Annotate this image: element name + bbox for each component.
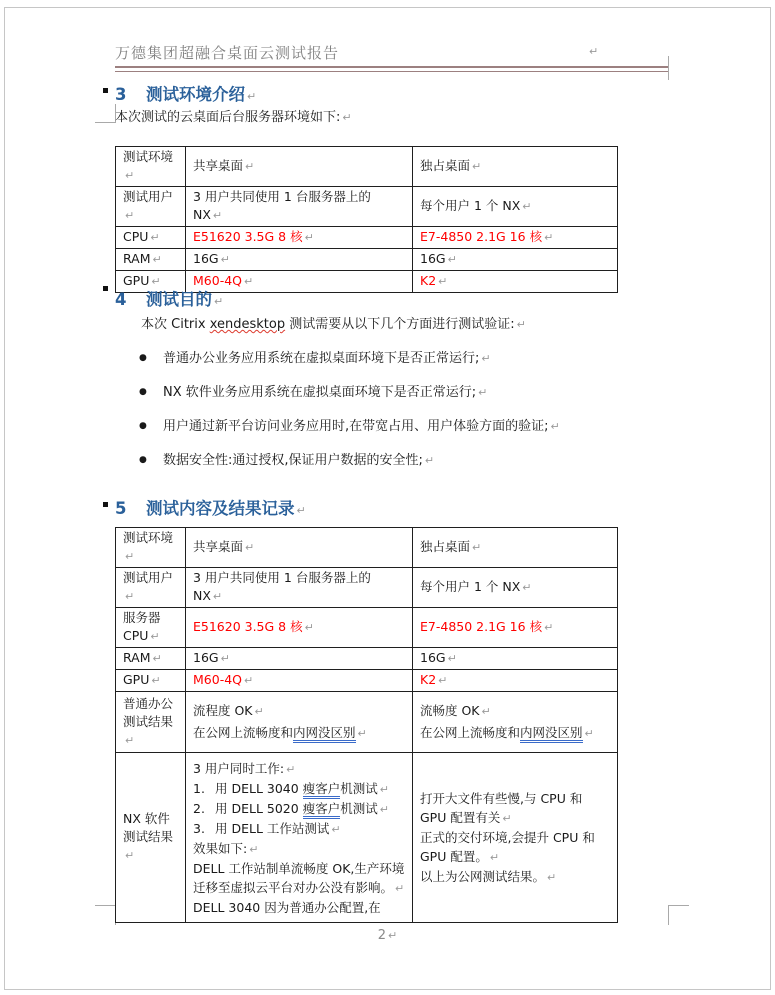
item-number: 1. (193, 780, 205, 796)
cell-dedicated-cpu (413, 227, 618, 249)
list-item (139, 349, 664, 368)
cell-paragraph (420, 789, 610, 828)
cell-text-red: K2 (420, 672, 437, 687)
table-row (116, 608, 618, 648)
text-boundary-mark-top-right (668, 56, 670, 80)
text-boundary-mark-bottom-right (668, 905, 689, 925)
cell-line (123, 609, 178, 627)
paragraph-mark-icon: ↵ (516, 318, 526, 331)
cell-text: 3 用户同时工作: (193, 760, 285, 776)
heading-number: 5 (115, 499, 127, 518)
cell-test-users-label (116, 568, 186, 608)
cell-text: 测试用户 (123, 189, 174, 204)
paragraph-mark-icon: ↵ (424, 454, 435, 467)
grammar-flagged-text: 内网没区别 (520, 725, 583, 743)
cell-text-red: E7-4850 2.1G 16 核 (420, 619, 543, 634)
cell-text: 测试环境 (123, 530, 174, 545)
cell-dedicated-users (413, 187, 618, 227)
cell-shared-desktop-header (186, 147, 413, 187)
cell-shared-desktop-header (186, 528, 413, 568)
paragraph-mark-icon: ↵ (522, 581, 532, 594)
cell-test-users-label (116, 187, 186, 227)
cell-env-header-label (116, 147, 186, 187)
table-row (116, 528, 618, 568)
paragraph-mark-icon: ↵ (244, 275, 254, 288)
cell-line (193, 759, 405, 779)
cell-text: 以上为公网测试结果。 (420, 868, 546, 884)
cell-text: 每个用户 1 个 NX (420, 579, 521, 594)
item-text (215, 819, 341, 839)
heading-number: 4 (115, 290, 127, 309)
cell-dedicated-gpu (413, 670, 618, 692)
cell-text-red: E7-4850 2.1G 16 核 (420, 229, 543, 244)
page-footer (0, 928, 775, 943)
paragraph-mark-icon: ↵ (438, 674, 448, 687)
paragraph-mark-icon: ↵ (357, 727, 367, 740)
section-4-bullet-list (139, 349, 664, 485)
cell-paragraph (193, 859, 405, 898)
cell-text: 16G (193, 251, 219, 266)
paragraph-mark-icon: ↵ (481, 352, 491, 365)
cell-shared-ram (186, 249, 413, 271)
cell-text: DELL 工作站制单流畅度 OK,生产环境迁移至虚拟云平台对办公没有影响。 (193, 860, 405, 895)
paragraph-mark-icon: ↵ (212, 590, 223, 603)
cell-office-result-shared (186, 692, 413, 753)
cell-dedicated-desktop-header (413, 528, 618, 568)
list-item (139, 417, 664, 436)
paragraph-mark-icon: ↵ (388, 929, 398, 942)
bullet-text: 普通办公业务应用系统在虚拟桌面环境下是否正常运行; (163, 351, 480, 366)
cell-text: 用 DELL 工作站测试 (215, 820, 330, 836)
paragraph-mark-icon: ↵ (544, 621, 554, 634)
paragraph-mark-icon: ↵ (550, 420, 560, 433)
paragraph-mark-icon: ↵ (547, 870, 557, 884)
cell-text: RAM (123, 251, 151, 266)
cell-shared-users (186, 568, 413, 608)
cell-shared-ram (186, 648, 413, 670)
numbered-item (193, 779, 405, 799)
paragraph-mark-icon: ↵ (125, 590, 135, 603)
results-table (115, 527, 618, 923)
paragraph-mark-icon: ↵ (220, 652, 230, 665)
grammar-flagged-text: 内网没区别 (293, 725, 356, 743)
grammar-flagged-text: 瘦客户 (303, 781, 341, 799)
intro-text: 本次 Citrix (141, 317, 210, 332)
table-row (116, 187, 618, 227)
cell-text: 3 用户共同使用 1 台服务器上的 (193, 570, 371, 585)
paragraph-mark-icon: ↵ (125, 849, 135, 862)
paragraph-mark-icon: ↵ (438, 275, 448, 288)
paragraph-mark-icon: ↵ (589, 45, 599, 58)
cell-text-red: E51620 3.5G 8 核 (193, 229, 303, 244)
paragraph-mark-icon: ↵ (125, 209, 135, 222)
cell-text: 测试结果 (123, 829, 174, 844)
cell-line (123, 627, 178, 646)
item-number: 2. (193, 800, 205, 816)
table-row (116, 147, 618, 187)
text-boundary-mark-top-left (95, 104, 116, 123)
cell-office-result-dedicated (413, 692, 618, 753)
list-item (139, 451, 664, 470)
cell-ram-label (116, 648, 186, 670)
cell-text: 流畅度 OK (420, 703, 480, 718)
section-4-intro (141, 315, 526, 334)
heading-text: 测试内容及结果记录 (146, 499, 295, 518)
cell-dedicated-desktop-header (413, 147, 618, 187)
cell-cpu-label (116, 227, 186, 249)
paragraph-mark-icon: ↵ (220, 253, 230, 266)
numbered-item (193, 819, 405, 839)
cell-text: NX 软件 (123, 811, 170, 826)
item-text (215, 779, 389, 799)
cell-shared-users (186, 187, 413, 227)
heading-section-5 (115, 498, 306, 522)
paragraph-mark-icon: ↵ (522, 200, 532, 213)
list-item (139, 383, 664, 402)
cell-text: 测试用户 (123, 570, 174, 585)
cell-shared-cpu (186, 227, 413, 249)
cell-dedicated-cpu (413, 608, 618, 648)
cell-line (123, 695, 178, 713)
cell-text-red: K2 (420, 273, 437, 288)
cell-nx-result-label (116, 753, 186, 923)
paragraph-mark-icon: ↵ (286, 762, 296, 776)
cell-line (193, 839, 405, 859)
cell-text: 效果如下: (193, 840, 248, 856)
heading-text: 测试目的 (146, 290, 212, 309)
header-rule (115, 66, 668, 72)
cell-line (193, 587, 405, 606)
paragraph-mark-icon: ↵ (395, 881, 405, 895)
heading-section-4 (115, 289, 223, 313)
section-3-intro (115, 108, 352, 127)
cell-line (193, 700, 405, 722)
paragraph-mark-icon: ↵ (296, 504, 306, 517)
cell-gpu-label (116, 670, 186, 692)
table-row (116, 249, 618, 271)
cell-text: 普通办公 (123, 695, 174, 711)
cell-text: 在公网上流畅度和 (420, 725, 521, 740)
cell-text: 在公网上流畅度和 (193, 725, 294, 740)
bullet-text: 用户通过新平台访问业务应用时,在带宽占用、用户体验方面的验证; (163, 419, 549, 434)
bullet-icon: ● (139, 455, 147, 465)
cell-line (193, 188, 405, 206)
cell-text: DELL 3040 因为普通办公配置,在 (193, 899, 381, 915)
cell-text: 打开大文件有些慢,与 CPU 和 GPU 配置有关 (420, 790, 583, 825)
cell-line (193, 206, 405, 225)
cell-text: 测试环境 (123, 149, 174, 164)
paragraph-mark-icon: ↵ (472, 160, 482, 173)
cell-text: 用 DELL 5020 (215, 800, 303, 816)
bullet-text: NX 软件业务应用系统在虚拟桌面环境下是否正常运行; (163, 385, 477, 400)
paragraph-mark-icon: ↵ (478, 386, 488, 399)
paragraph-mark-icon: ↵ (342, 111, 352, 124)
table-row (116, 753, 618, 923)
cell-dedicated-users (413, 568, 618, 608)
table-row (116, 568, 618, 608)
intro-text: 测试需要从以下几个方面进行测试验证: (285, 317, 515, 332)
numbered-item (193, 799, 405, 819)
cell-text: 独占桌面 (420, 539, 471, 554)
paragraph-mark-icon: ↵ (331, 822, 341, 836)
paragraph-mark-icon: ↵ (150, 630, 160, 643)
cell-shared-cpu (186, 608, 413, 648)
cell-line (193, 569, 405, 587)
paragraph-mark-icon: ↵ (472, 541, 482, 554)
paragraph-mark-icon: ↵ (584, 727, 594, 740)
paragraph-mark-icon: ↵ (502, 811, 512, 825)
cell-paragraph (420, 828, 610, 867)
cell-shared-gpu (186, 670, 413, 692)
paragraph-mark-icon: ↵ (150, 231, 160, 244)
heading-text: 测试环境介绍 (146, 85, 245, 104)
cell-text: NX (193, 588, 211, 603)
cell-nx-result-shared (186, 753, 413, 923)
paragraph-mark-icon: ↵ (447, 652, 457, 665)
paragraph-mark-icon: ↵ (304, 231, 314, 244)
cell-env-header-label (116, 528, 186, 568)
paragraph-mark-icon: ↵ (245, 541, 255, 554)
table-row (116, 670, 618, 692)
cell-dedicated-gpu (413, 271, 618, 293)
grammar-flagged-text: 瘦客户 (303, 801, 341, 819)
cell-text: 16G (420, 650, 446, 665)
header-title: 万德集团超融合桌面云测试报告 (115, 44, 340, 62)
cell-nx-result-dedicated (413, 753, 618, 923)
cell-text: 3 用户共同使用 1 台服务器上的 (193, 189, 371, 204)
paragraph-mark-icon: ↵ (254, 705, 264, 718)
bullet-text: 数据安全性:通过授权,保证用户数据的安全性; (163, 453, 423, 468)
table-row (116, 648, 618, 670)
cell-text: 共享桌面 (193, 158, 244, 173)
cell-text: 每个用户 1 个 NX (420, 198, 521, 213)
cell-text: 服务器 (123, 610, 161, 625)
paragraph-mark-icon: ↵ (379, 802, 389, 816)
paragraph-mark-icon: ↵ (447, 253, 457, 266)
cell-paragraph (193, 898, 405, 917)
heading-anchor-square-icon (103, 286, 108, 291)
cell-text: 正式的交付环境,会提升 CPU 和 GPU 配置。 (420, 829, 595, 864)
cell-text-red: M60-4Q (193, 273, 242, 288)
heading-anchor-square-icon (103, 502, 108, 507)
paragraph-mark-icon: ↵ (152, 253, 162, 266)
paragraph-mark-icon: ↵ (245, 160, 255, 173)
paragraph-mark-icon: ↵ (125, 733, 135, 747)
cell-dedicated-ram (413, 249, 618, 271)
item-text (215, 799, 389, 819)
paragraph-mark-icon: ↵ (481, 705, 491, 718)
cell-line (193, 722, 405, 744)
item-number: 3. (193, 820, 205, 836)
heading-anchor-square-icon (103, 88, 108, 93)
cell-text: CPU (123, 628, 149, 643)
paragraph-mark-icon: ↵ (125, 169, 135, 182)
paragraph-mark-icon: ↵ (212, 209, 223, 222)
paragraph-mark-icon: ↵ (489, 850, 500, 864)
cell-text: 16G (193, 650, 219, 665)
cell-line (123, 828, 178, 865)
cell-text: 共享桌面 (193, 539, 244, 554)
cell-text: 16G (420, 251, 446, 266)
paragraph-mark-icon: ↵ (152, 652, 162, 665)
cell-text: GPU (123, 273, 150, 288)
bullet-icon: ● (139, 353, 147, 363)
cell-text: 机测试 (340, 800, 378, 816)
paragraph-mark-icon: ↵ (544, 231, 554, 244)
cell-text: 测试结果 (123, 713, 174, 729)
intro-text: 本次测试的云桌面后台服务器环境如下: (115, 110, 341, 125)
spellcheck-flagged-word: xendesktop (209, 317, 286, 332)
paragraph-mark-icon: ↵ (151, 674, 161, 687)
cell-dedicated-ram (413, 648, 618, 670)
table-row (116, 227, 618, 249)
environment-table (115, 146, 618, 293)
cell-text: CPU (123, 229, 149, 244)
heading-number: 3 (115, 85, 127, 104)
cell-text: RAM (123, 650, 151, 665)
bullet-icon: ● (139, 387, 147, 397)
cell-text: GPU (123, 672, 150, 687)
cell-text-red: E51620 3.5G 8 核 (193, 619, 303, 634)
cell-line (123, 713, 178, 750)
cell-server-cpu-label (116, 608, 186, 648)
cell-line (420, 722, 610, 744)
paragraph-mark-icon: ↵ (244, 674, 254, 687)
cell-ram-label (116, 249, 186, 271)
cell-line (123, 810, 178, 828)
paragraph-mark-icon: ↵ (249, 842, 259, 856)
cell-text: 独占桌面 (420, 158, 471, 173)
paragraph-mark-icon: ↵ (151, 275, 161, 288)
paragraph-mark-icon: ↵ (125, 550, 135, 563)
cell-text: 机测试 (340, 780, 378, 796)
cell-paragraph (420, 867, 610, 887)
cell-text: NX (193, 207, 211, 222)
text-boundary-mark-bottom-left (95, 905, 116, 925)
paragraph-mark-icon: ↵ (304, 621, 314, 634)
page-number: 2 (377, 928, 387, 943)
bullet-icon: ● (139, 421, 147, 431)
cell-text: 流程度 OK (193, 703, 253, 718)
heading-section-3 (115, 84, 256, 108)
cell-line (420, 700, 610, 722)
table-row (116, 692, 618, 753)
cell-text: 用 DELL 3040 (215, 780, 303, 796)
paragraph-mark-icon: ↵ (247, 90, 257, 103)
cell-text-red: M60-4Q (193, 672, 242, 687)
paragraph-mark-icon: ↵ (379, 782, 389, 796)
cell-office-result-label (116, 692, 186, 753)
paragraph-mark-icon: ↵ (214, 295, 224, 308)
